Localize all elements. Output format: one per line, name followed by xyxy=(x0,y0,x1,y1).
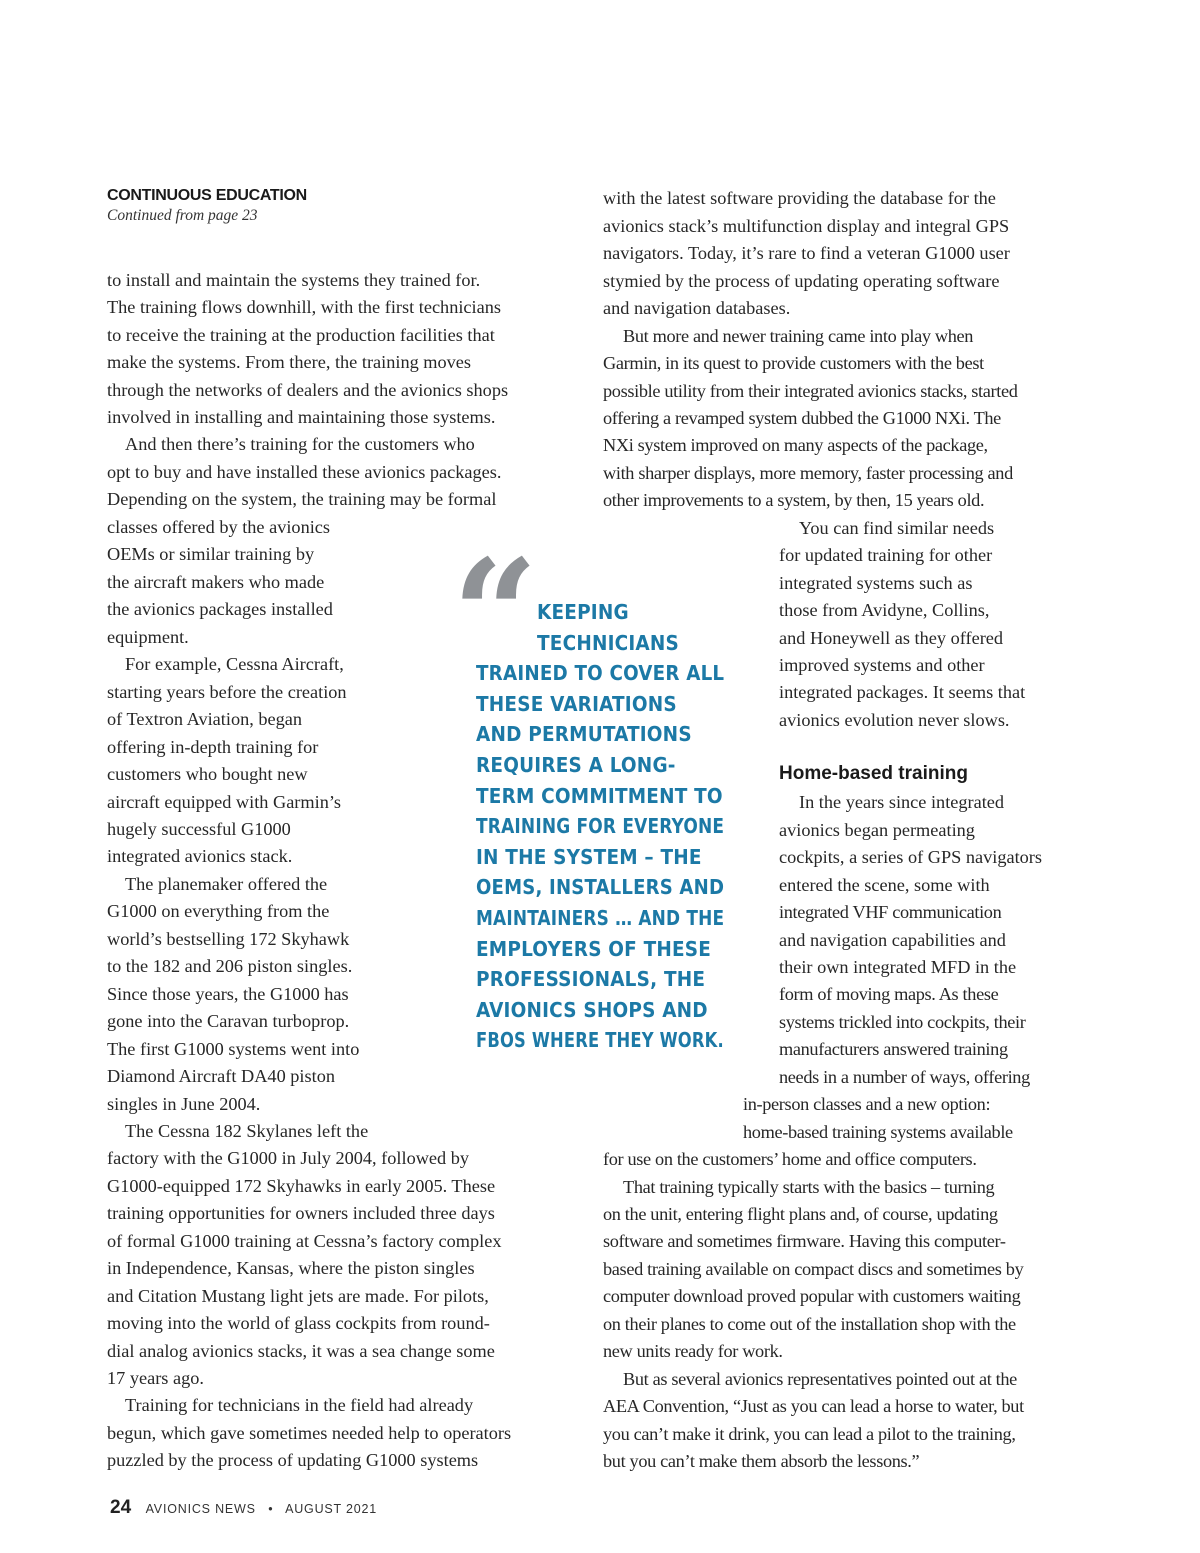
body-text-line: offering a revamped system dubbed the G1000 NXi. The xyxy=(603,408,1001,428)
body-text-line: customers who bought new xyxy=(107,764,308,784)
body-text-line: on the unit, entering flight plans and, of course, updating xyxy=(603,1204,998,1224)
body-text-line: and navigation databases. xyxy=(603,298,791,318)
body-text-line: systems trickled into cockpits, their xyxy=(779,1012,1026,1032)
body-text-line: the aircraft makers who made xyxy=(107,572,325,592)
body-text-line: 17 years ago. xyxy=(107,1368,204,1388)
body-text-line: aircraft equipped with Garmin’s xyxy=(107,792,342,812)
body-text-line: For example, Cessna Aircraft, xyxy=(125,654,344,674)
body-text-line: their own integrated MFD in the xyxy=(779,957,1017,977)
body-text-line: manufacturers answered training xyxy=(779,1039,1008,1059)
page-number: 24 xyxy=(110,1497,132,1518)
body-text-line: Garmin, in its quest to provide customers with the best xyxy=(603,353,984,373)
body-text-line: avionics began permeating xyxy=(779,820,975,840)
body-text-line: possible utility from their integrated avionics stacks, started xyxy=(603,381,1018,401)
body-text-line: And then there’s training for the customers who xyxy=(125,434,475,454)
footer-separator: • xyxy=(268,1502,273,1516)
body-text-line: with the latest software providing the database for the xyxy=(603,188,996,208)
body-text-line: opt to buy and have installed these avionics packages. xyxy=(107,462,502,482)
body-text-line: navigators. Today, it’s rare to find a veteran G1000 user xyxy=(603,243,1010,263)
body-text-line: hugely successful G1000 xyxy=(107,819,291,839)
body-text-line: The training flows downhill, with the first technicians xyxy=(107,297,501,317)
body-text-line: to the 182 and 206 piston singles. xyxy=(107,956,353,976)
body-text-line: The planemaker offered the xyxy=(125,874,328,894)
pull-quote-line: TECHNICIANS xyxy=(537,631,680,655)
body-text-line: moving into the world of glass cockpits from round- xyxy=(107,1313,490,1333)
body-text-line: those from Avidyne, Collins, xyxy=(779,600,990,620)
body-text-line: Training for technicians in the field had already xyxy=(125,1395,474,1415)
body-text-line: for use on the customers’ home and office computers. xyxy=(603,1149,977,1169)
body-text-line: with sharper displays, more memory, faster processing and xyxy=(603,463,1013,483)
body-text-line: based training available on compact discs and sometimes by xyxy=(603,1259,1024,1279)
pull-quote-line: PROFESSIONALS, THE xyxy=(476,967,706,991)
body-text-line: involved in installing and maintaining those systems. xyxy=(107,407,496,427)
body-text-line: cockpits, a series of GPS navigators xyxy=(779,847,1042,867)
body-text-line: and Honeywell as they offered xyxy=(779,628,1004,648)
body-text-line: computer download proved popular with customers waiting xyxy=(603,1286,1021,1306)
body-text-line: of Textron Aviation, began xyxy=(107,709,303,729)
body-text-line: integrated avionics stack. xyxy=(107,846,293,866)
body-text-line: Diamond Aircraft DA40 piston xyxy=(107,1066,335,1086)
body-text-line: classes offered by the avionics xyxy=(107,517,331,537)
body-text-line: NXi system improved on many aspects of the package, xyxy=(603,435,988,455)
body-text-line: In the years since integrated xyxy=(799,792,1005,812)
pull-quote-line: MAINTAINERS … AND THE xyxy=(476,906,725,930)
pull-quote-line: FBOS WHERE THEY WORK. xyxy=(476,1028,724,1052)
body-text-line: Since those years, the G1000 has xyxy=(107,984,349,1004)
body-text-line: begun, which gave sometimes needed help to operators xyxy=(107,1423,512,1443)
body-text-line: The Cessna 182 Skylanes left the xyxy=(125,1121,369,1141)
body-text-line: But as several avionics representatives pointed out at the xyxy=(623,1369,1017,1389)
pull-quote-line: TRAINED TO COVER ALL xyxy=(476,661,725,685)
subheading: Home-based training xyxy=(779,763,968,784)
publication-name: AVIONICS NEWS xyxy=(145,1502,256,1516)
body-text-line: gone into the Caravan turboprop. xyxy=(107,1011,350,1031)
body-text-line: OEMs or similar training by xyxy=(107,544,315,564)
body-text-line: form of moving maps. As these xyxy=(779,984,999,1004)
body-text-line: But more and newer training came into play when xyxy=(623,326,974,346)
pull-quote-line: AND PERMUTATIONS xyxy=(476,722,692,746)
pull-quote-line: TERM COMMITMENT TO xyxy=(476,784,723,808)
page-footer xyxy=(110,1497,377,1519)
body-text-line: you can’t make it drink, you can lead a pilot to the training, xyxy=(603,1424,1016,1444)
body-text-line: in-person classes and a new option: xyxy=(743,1094,991,1114)
body-text-line: entered the scene, some with xyxy=(779,875,990,895)
section-label: CONTINUOUS EDUCATION xyxy=(107,187,307,204)
pull-quote-line: AVIONICS SHOPS AND xyxy=(476,998,708,1022)
body-text-line: improved systems and other xyxy=(779,655,985,675)
body-text-line: AEA Convention, “Just as you can lead a horse to water, but xyxy=(603,1396,1024,1416)
body-text-line: integrated systems such as xyxy=(779,573,973,593)
body-text-line: training opportunities for owners included three days xyxy=(107,1203,495,1223)
body-text-line: avionics evolution never slows. xyxy=(779,710,1010,730)
body-text-line: stymied by the process of updating operating software xyxy=(603,271,1000,291)
body-text-line: equipment. xyxy=(107,627,189,647)
quote-mark-icon: “ xyxy=(452,527,539,703)
body-text-line: puzzled by the process of updating G1000 systems xyxy=(107,1450,479,1470)
body-text-line: That training typically starts with the basics – turning xyxy=(623,1177,995,1197)
body-text-line: You can find similar needs xyxy=(799,518,995,538)
body-text-line: other improvements to a system, by then, 15 years old. xyxy=(603,490,985,510)
body-text-line: but you can’t make them absorb the lessons.” xyxy=(603,1451,920,1471)
body-text-line: integrated VHF communication xyxy=(779,902,1002,922)
issue-date: AUGUST 2021 xyxy=(285,1502,378,1516)
pull-quote-line: THESE VARIATIONS xyxy=(476,692,677,716)
body-text-line: The first G1000 systems went into xyxy=(107,1039,360,1059)
pull-quote-line: REQUIRES A LONG- xyxy=(476,753,676,777)
body-text-line: make the systems. From there, the training moves xyxy=(107,352,472,372)
body-text-line: Depending on the system, the training may be formal xyxy=(107,489,497,509)
pull-quote-line: OEMS, INSTALLERS AND xyxy=(476,875,725,899)
body-text-line: in Independence, Kansas, where the piston singles xyxy=(107,1258,475,1278)
body-text-line: world’s bestselling 172 Skyhawk xyxy=(107,929,350,949)
body-text-line: to receive the training at the production facilities that xyxy=(107,325,495,345)
body-text-line: through the networks of dealers and the avionics shops xyxy=(107,380,509,400)
body-text-line: new units ready for work. xyxy=(603,1341,783,1361)
body-text-line: and navigation capabilities and xyxy=(779,930,1006,950)
pull-quote-line: KEEPING xyxy=(537,600,629,624)
continued-from-note: Continued from page 23 xyxy=(107,207,258,224)
body-text-line: G1000-equipped 172 Skyhawks in early 2005. These xyxy=(107,1176,496,1196)
body-text-line: singles in June 2004. xyxy=(107,1094,261,1114)
body-text-line: of formal G1000 training at Cessna’s factory complex xyxy=(107,1231,502,1251)
body-text-line: the avionics packages installed xyxy=(107,599,333,619)
body-text-line: for updated training for other xyxy=(779,545,993,565)
body-text-line: home-based training systems available xyxy=(743,1122,1013,1142)
body-text-line: starting years before the creation xyxy=(107,682,347,702)
body-text-line: on their planes to come out of the installation shop with the xyxy=(603,1314,1016,1334)
body-text-line: dial analog avionics stacks, it was a sea change some xyxy=(107,1341,495,1361)
body-text-line: and Citation Mustang light jets are made. For pilots, xyxy=(107,1286,489,1306)
body-text-line: software and sometimes firmware. Having this computer- xyxy=(603,1231,1006,1251)
body-text-line: factory with the G1000 in July 2004, followed by xyxy=(107,1148,470,1168)
body-text-line: G1000 on everything from the xyxy=(107,901,330,921)
body-text-line: to install and maintain the systems they trained for. xyxy=(107,270,481,290)
body-text-line: needs in a number of ways, offering xyxy=(779,1067,1030,1087)
pull-quote-line: EMPLOYERS OF THESE xyxy=(476,937,712,961)
body-text-line: offering in-depth training for xyxy=(107,737,319,757)
body-text-line: avionics stack’s multifunction display and integral GPS xyxy=(603,216,1010,236)
pull-quote-line: IN THE SYSTEM – THE xyxy=(476,845,702,869)
body-text-line: integrated packages. It seems that xyxy=(779,682,1026,702)
pull-quote-line: TRAINING FOR EVERYONE xyxy=(476,814,725,838)
